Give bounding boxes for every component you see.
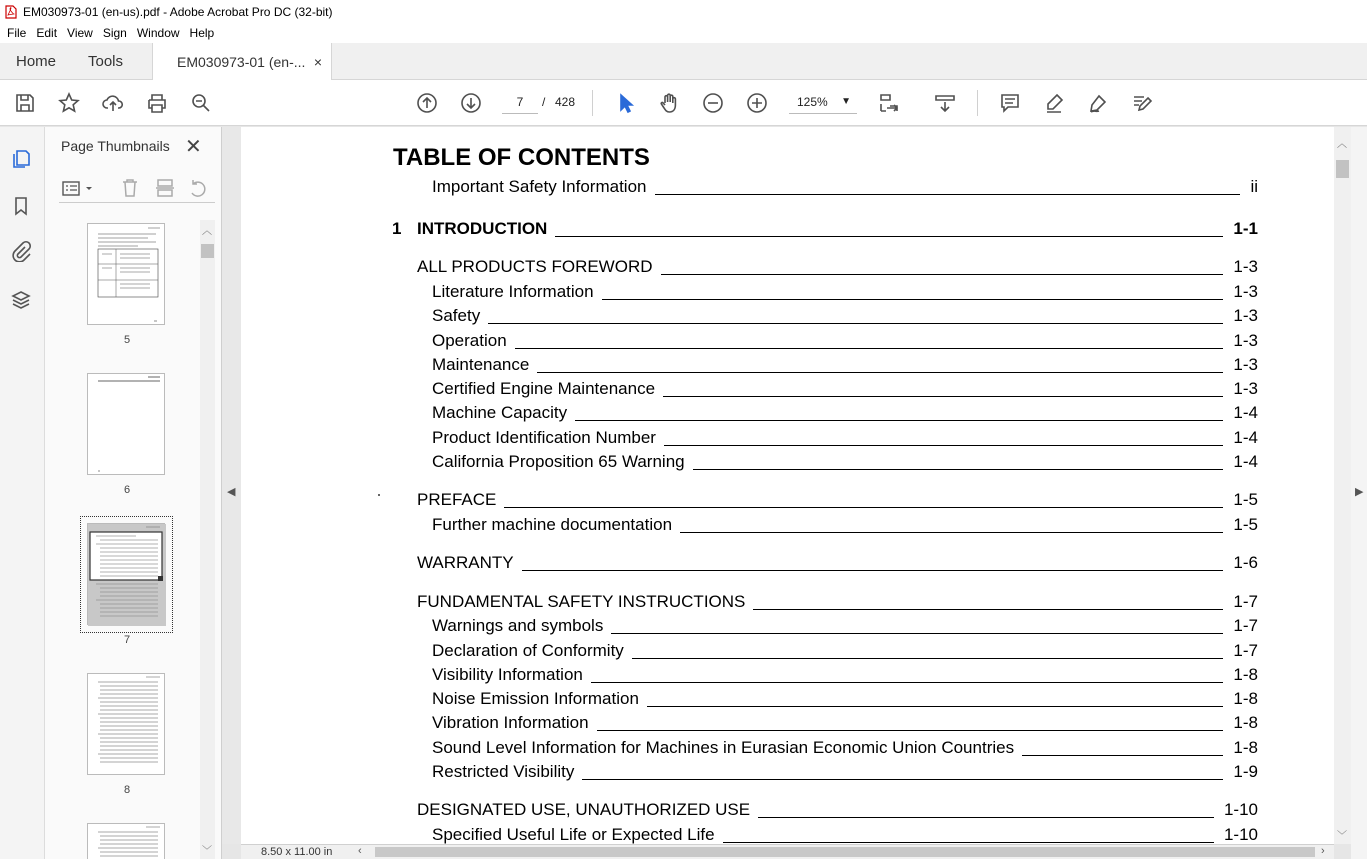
page-total: 428 [555, 95, 576, 109]
toc-leader-line [504, 507, 1223, 508]
zoom-select[interactable] [789, 90, 857, 114]
fit-page-icon[interactable] [877, 91, 901, 115]
toc-entry-label: Machine Capacity [432, 403, 568, 422]
thumbnail-page[interactable] [87, 823, 165, 859]
toc-entry[interactable] [432, 177, 1258, 197]
menu-bar [0, 23, 1367, 43]
toc-entry[interactable] [432, 641, 1258, 661]
toc-entry-page: 1-9 [1233, 762, 1258, 781]
toc-entry-page: 1-8 [1233, 689, 1258, 708]
scroll-mode-icon[interactable] [933, 91, 957, 115]
toc-leader-line [680, 532, 1223, 533]
page-number-input[interactable]: 7 [502, 90, 538, 114]
select-arrow-icon[interactable] [613, 91, 637, 115]
scroll-down-icon[interactable]: ﹀ [202, 846, 212, 857]
menu-sign[interactable]: Sign [102, 26, 127, 40]
page-separator: / [542, 95, 546, 109]
toc-leader-line [597, 730, 1224, 731]
rotate-icon[interactable] [187, 177, 209, 199]
toc-entry-label: WARRANTY [417, 553, 514, 572]
toc-leader-line [693, 469, 1224, 470]
toc-leader-line [758, 817, 1214, 818]
toc-entry-label: Further machine documentation [432, 515, 673, 534]
upload-icon[interactable] [101, 91, 125, 115]
attachment-icon[interactable] [10, 240, 34, 264]
toc-entry-label: Declaration of Conformity [432, 641, 624, 660]
toc-leader-line [555, 236, 1223, 237]
toc-leader-line [537, 372, 1223, 373]
document-view[interactable] [241, 127, 1334, 844]
document-scroll-thumb[interactable] [1336, 160, 1349, 178]
prev-page-icon[interactable] [415, 91, 439, 115]
toc-leader-line [664, 445, 1223, 446]
toc-entry[interactable] [432, 331, 1258, 351]
thumbnail-page-selected[interactable] [87, 523, 165, 625]
page-preview [88, 524, 166, 626]
thumbnail-scroll-thumb[interactable] [201, 244, 214, 258]
thumbnails-panel [45, 127, 222, 859]
scroll-up-icon[interactable]: ︿ [202, 226, 212, 237]
chevron-left-icon[interactable]: ◀ [227, 486, 236, 498]
window-titlebar [0, 0, 1367, 23]
hand-icon[interactable] [657, 91, 681, 115]
toc-entry-label: Literature Information [432, 282, 594, 301]
toc-entry-label: Vibration Information [432, 713, 589, 732]
toc-leader-line [522, 570, 1224, 571]
toc-entry[interactable] [417, 490, 1258, 510]
toc-leader-line [1022, 755, 1223, 756]
bookmark-star-icon[interactable] [57, 91, 81, 115]
toc-entry-label: Certified Engine Maintenance [432, 379, 656, 398]
toc-entry-label: Safety [432, 306, 481, 325]
toolbar-divider [592, 90, 593, 116]
left-rail [0, 127, 45, 859]
toc-entry[interactable] [417, 257, 1258, 277]
toc-leader-line [488, 323, 1223, 324]
toc-entry-page: 1-3 [1233, 306, 1258, 325]
tab-tools[interactable]: Tools [88, 53, 124, 70]
toc-entry-label: Specified Useful Life or Expected Life [432, 825, 715, 844]
edit-icon[interactable] [1130, 91, 1154, 115]
scroll-down-icon[interactable]: ﹀ [1337, 831, 1347, 842]
page-preview [88, 374, 166, 476]
search-icon[interactable] [189, 91, 213, 115]
toc-entry-page: 1-3 [1233, 282, 1258, 301]
tab-document[interactable] [152, 43, 332, 81]
thumbnail-page-number: 6 [123, 484, 131, 496]
toc-entry-label: INTRODUCTION [417, 219, 548, 238]
toc-entry-page: 1-3 [1233, 331, 1258, 350]
toc-leader-line [655, 194, 1241, 195]
toc-leader-line [632, 658, 1224, 659]
toc-entry-page: 1-6 [1233, 553, 1258, 572]
horizontal-scroll-thumb[interactable] [375, 847, 1315, 857]
toc-entry-page: 1-3 [1233, 379, 1258, 398]
document-scrollbar[interactable] [1334, 127, 1351, 844]
toc-leader-line [582, 779, 1223, 780]
toc-entry-page: 1-5 [1233, 515, 1258, 534]
thumbnail-page[interactable] [87, 373, 165, 475]
scroll-up-icon[interactable]: ︿ [1337, 139, 1347, 150]
zoom-out-icon[interactable] [701, 91, 725, 115]
toc-leader-line [602, 299, 1224, 300]
insert-page-icon[interactable] [154, 177, 176, 199]
toc-leader-line [575, 420, 1223, 421]
toc-entry[interactable] [392, 219, 1258, 239]
page-preview [88, 824, 166, 859]
toc-entry-label: Maintenance [432, 355, 530, 374]
page-thumbnails-icon[interactable] [10, 148, 34, 172]
toc-entry-page: 1-7 [1233, 592, 1258, 611]
thumbnail-options-icon[interactable] [61, 179, 95, 199]
toc-entry[interactable] [432, 428, 1258, 448]
toc-entry-label: California Proposition 65 Warning [432, 452, 685, 471]
window-title: EM030973-01 (en-us).pdf - Adobe Acrobat Pro DC (32-bit) [23, 4, 333, 19]
thumbnail-list [45, 219, 202, 859]
toc-entry[interactable] [432, 403, 1258, 423]
toc-entry-page: 1-7 [1233, 616, 1258, 635]
toc-entry[interactable] [432, 306, 1258, 326]
toc-entry[interactable] [432, 665, 1258, 685]
chevron-down-icon: ▼ [841, 96, 851, 107]
tab-document-label: EM030973-01 (en-... [177, 54, 306, 70]
toc-entry-label: Operation [432, 331, 507, 350]
menu-file[interactable]: File [7, 26, 27, 40]
comment-icon[interactable] [998, 91, 1022, 115]
toc-entry-label: Noise Emission Information [432, 689, 639, 708]
page-speck [378, 494, 380, 496]
thumbnail-toolbar [59, 175, 215, 203]
toc-entry-page: 1-7 [1233, 641, 1258, 660]
toc-entry[interactable] [432, 515, 1258, 535]
toc-entry-page: 1-10 [1223, 800, 1258, 819]
toc-entry-label: FUNDAMENTAL SAFETY INSTRUCTIONS [417, 592, 746, 611]
toc-entry-label: ALL PRODUCTS FOREWORD [417, 257, 653, 276]
toc-entry-label: Visibility Information [432, 665, 583, 684]
scroll-left-icon[interactable]: ‹ [358, 845, 362, 857]
toolbar-divider [977, 90, 978, 116]
menu-help[interactable]: Help [189, 26, 215, 40]
toc-entry-page: 1-10 [1223, 825, 1258, 844]
toc-entry[interactable] [432, 713, 1258, 733]
thumbnail-page-number: 8 [123, 784, 131, 796]
toc-entry-label: Warnings and symbols [432, 616, 604, 635]
toc-entry-label: Sound Level Information for Machines in Eurasian Economic Union Countries [432, 738, 1015, 757]
toc-entry[interactable] [432, 738, 1258, 758]
acrobat-pdf-icon [5, 5, 17, 19]
toc-entry-page: 1-4 [1233, 428, 1258, 447]
delete-icon[interactable] [119, 177, 141, 199]
toc-entry-page: ii [1250, 177, 1258, 196]
toc-entry-label: Product Identification Number [432, 428, 656, 447]
toc-entry-page: 1-1 [1233, 219, 1258, 238]
toc-entry-label: Important Safety Information [432, 177, 647, 196]
right-panel-toggle[interactable] [1351, 127, 1367, 859]
toc-entry-page: 1-8 [1233, 665, 1258, 684]
toc-entry-page: 1-8 [1233, 713, 1258, 732]
toc-entry[interactable] [432, 355, 1258, 375]
toc-leader-line [723, 842, 1214, 843]
next-page-icon[interactable] [459, 91, 483, 115]
layers-icon[interactable] [10, 289, 34, 313]
page-preview [88, 224, 166, 326]
toc-entry-label: DESIGNATED USE, UNAUTHORIZED USE [417, 800, 751, 819]
sign-icon[interactable] [1086, 91, 1110, 115]
thumbnail-scrollbar[interactable] [200, 220, 215, 859]
main-toolbar [0, 80, 1367, 126]
thumbnail-page-number: 5 [123, 334, 131, 346]
thumbnail-page-number: 7 [123, 634, 131, 646]
scroll-right-icon[interactable]: › [1321, 845, 1325, 857]
page-preview [88, 674, 166, 776]
toc-leader-line [647, 706, 1224, 707]
toc-entry[interactable] [432, 762, 1258, 782]
save-icon[interactable] [13, 91, 37, 115]
toc-entry-label: Restricted Visibility [432, 762, 575, 781]
toc-entry-page: 1-4 [1233, 452, 1258, 471]
tab-close-icon[interactable]: × [313, 54, 322, 70]
bookmarks-icon[interactable] [10, 195, 34, 219]
toc-entry-page: 1-4 [1233, 403, 1258, 422]
toc-entry[interactable] [432, 379, 1258, 399]
toc-entry[interactable] [432, 452, 1258, 472]
toc-entry[interactable] [417, 800, 1258, 820]
toc-entry[interactable] [432, 616, 1258, 636]
toc-entry-page: 1-3 [1233, 257, 1258, 276]
toc-entry[interactable] [432, 825, 1258, 844]
toc-entry[interactable] [417, 592, 1258, 612]
toc-leader-line [661, 274, 1224, 275]
toc-leader-line [515, 348, 1224, 349]
toc-leader-line [753, 609, 1223, 610]
toc-heading: TABLE OF CONTENTS [393, 144, 650, 171]
panel-title: Page Thumbnails [61, 138, 170, 154]
highlight-icon[interactable] [1042, 91, 1066, 115]
toc-chapter-number: 1 [392, 219, 402, 238]
menu-view[interactable]: View [67, 26, 93, 40]
tab-bar [0, 43, 1367, 80]
toc-leader-line [611, 633, 1223, 634]
zoom-value: 125% [797, 95, 828, 109]
toc-entry[interactable] [432, 282, 1258, 302]
toc-entry-page: 1-8 [1233, 738, 1258, 757]
zoom-in-icon[interactable] [745, 91, 769, 115]
toc-leader-line [591, 682, 1224, 683]
close-icon[interactable]: ✕ [185, 136, 202, 158]
status-bar [241, 844, 1334, 859]
menu-edit[interactable]: Edit [36, 26, 58, 40]
toc-entry-page: 1-5 [1233, 490, 1258, 509]
toc-entry-page: 1-3 [1233, 355, 1258, 374]
toc-entry[interactable] [417, 553, 1258, 573]
thumbnail-page[interactable] [87, 673, 165, 775]
chevron-right-icon[interactable]: ▶ [1355, 486, 1364, 498]
page-size-label: 8.50 x 11.00 in [261, 846, 333, 858]
menu-window[interactable]: Window [136, 26, 180, 40]
print-icon[interactable] [145, 91, 169, 115]
panel-collapse-handle[interactable] [222, 127, 241, 844]
thumbnail-page[interactable] [87, 223, 165, 325]
toc-entry[interactable] [432, 689, 1258, 709]
tab-home[interactable]: Home [16, 53, 57, 70]
toc-entry-label: PREFACE [417, 490, 497, 509]
toc-leader-line [663, 396, 1223, 397]
